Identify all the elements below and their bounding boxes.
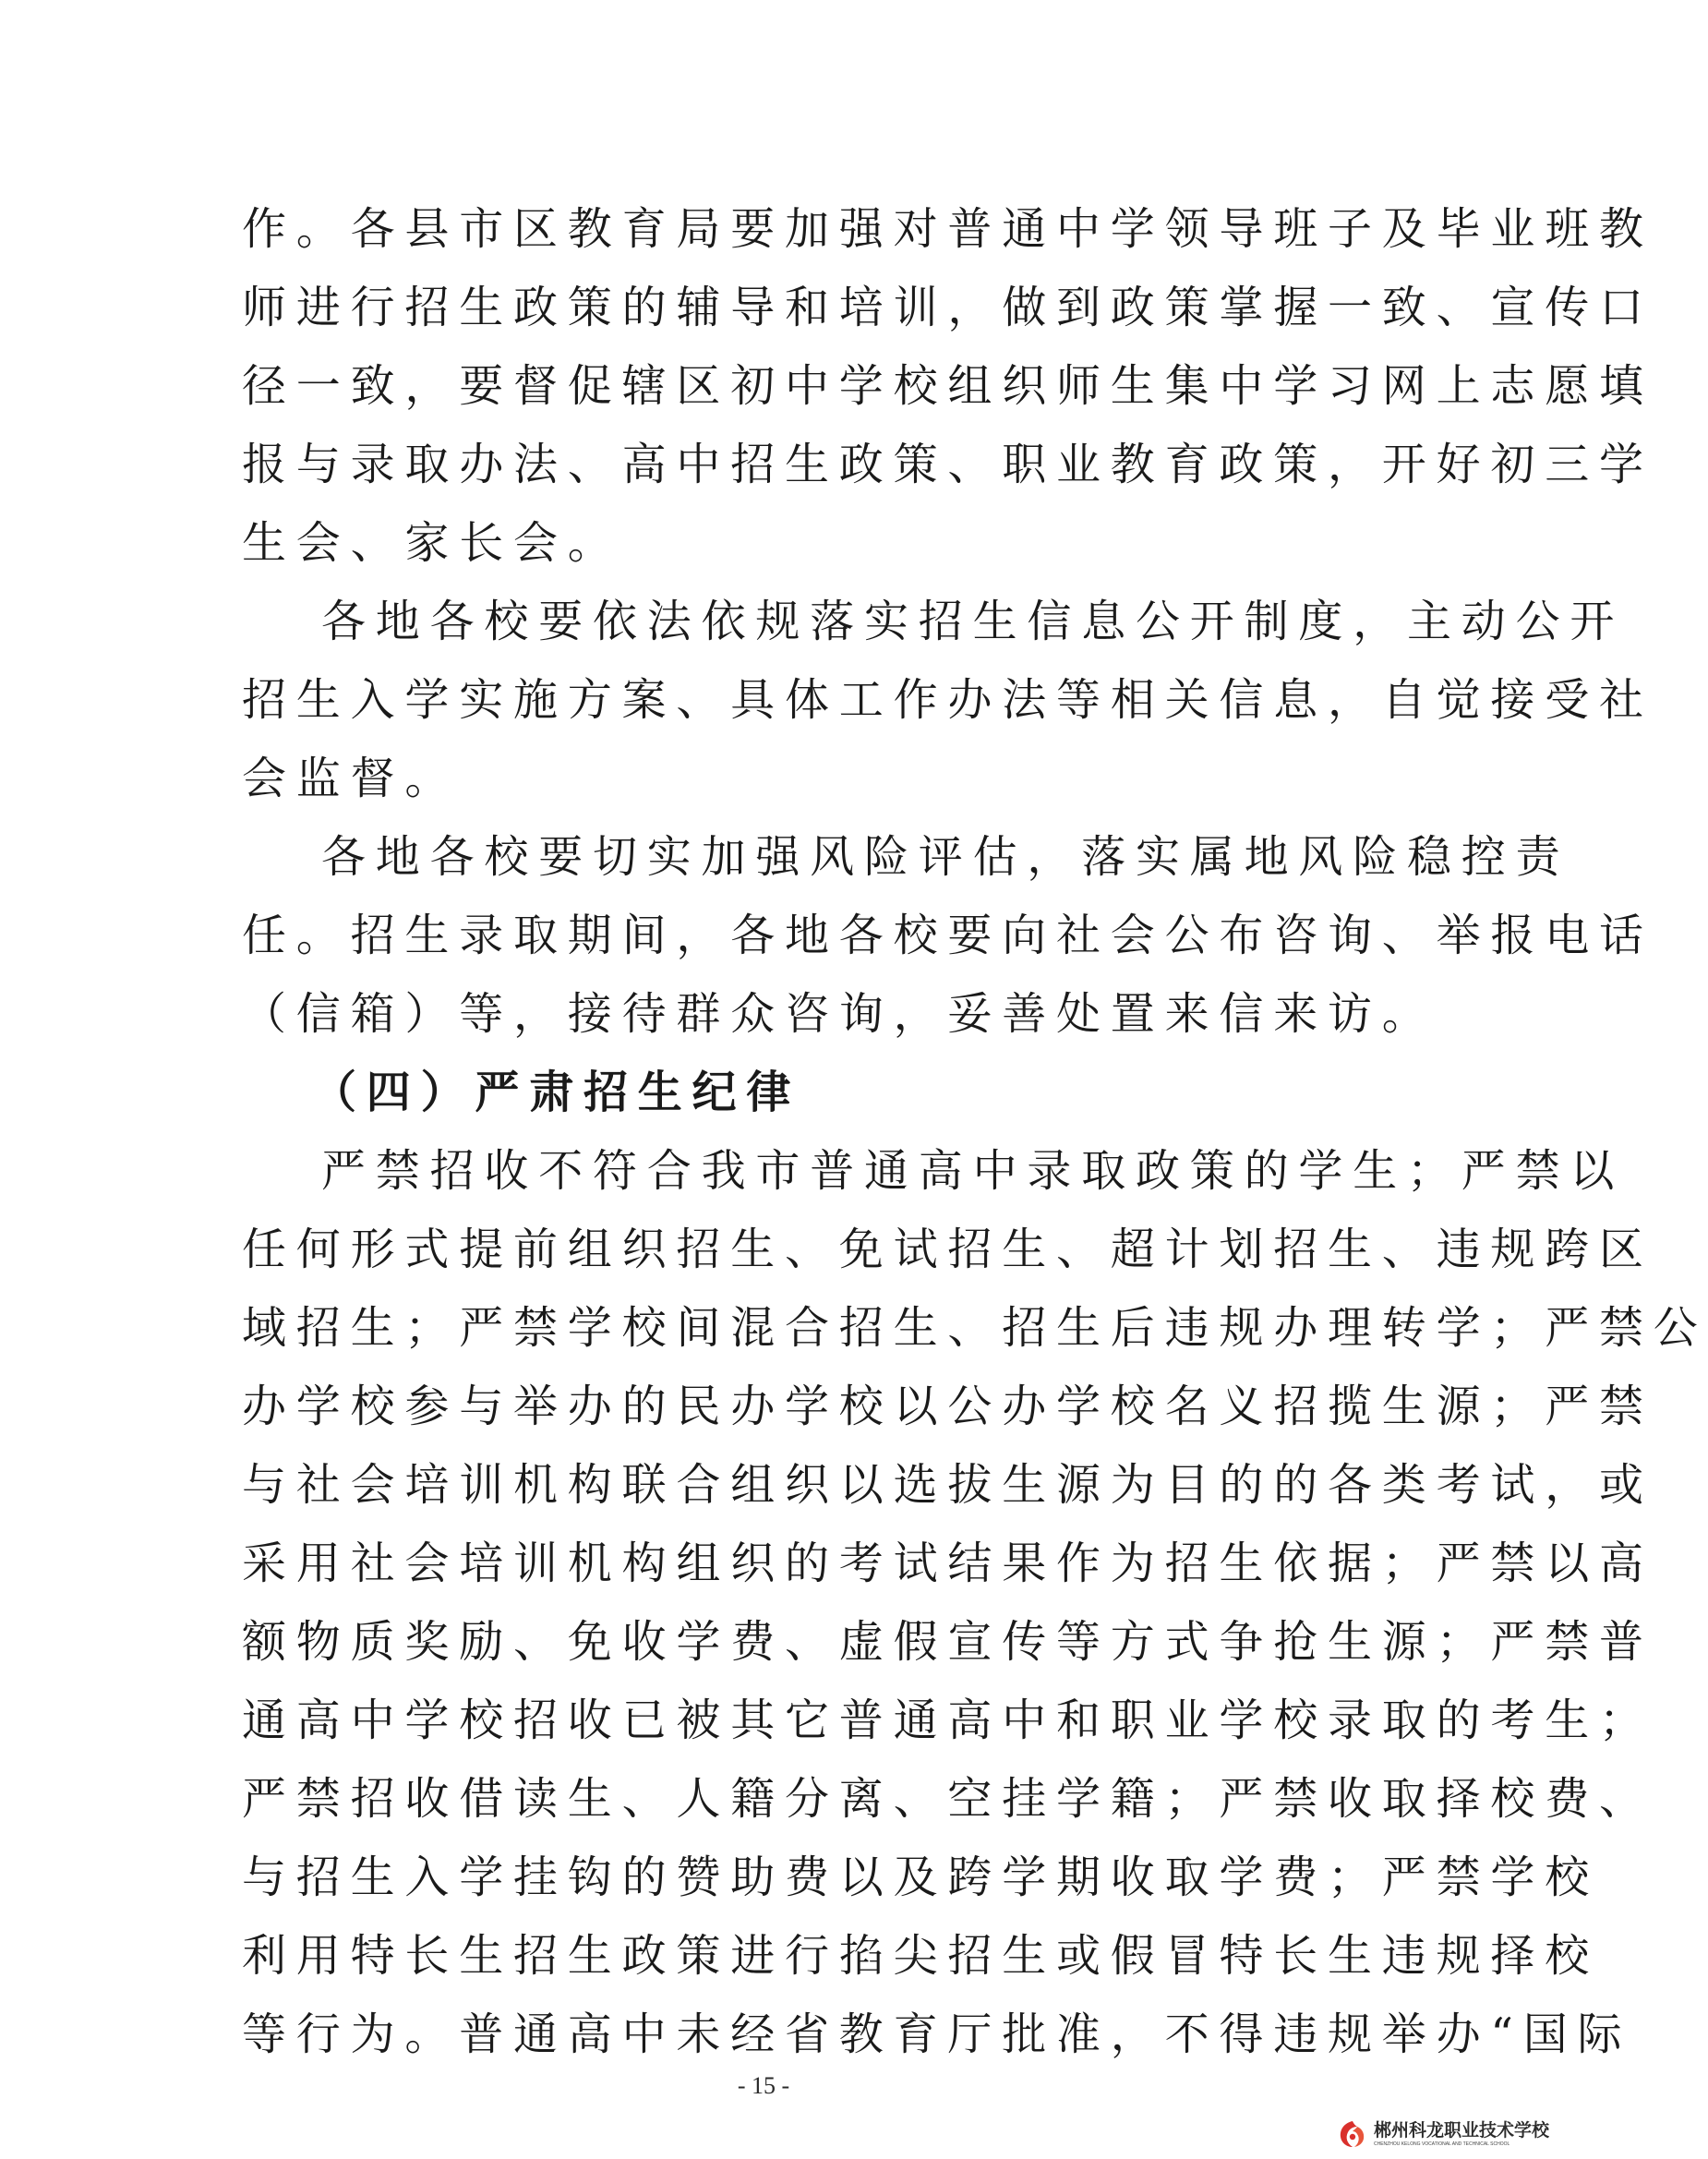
paragraph-1-line-3: 径一致，要督促辖区初中学校组织师生集中学习网上志愿填 — [242, 360, 1654, 412]
paragraph-4-line-8: 通高中学校招收已被其它普通高中和职业学校录取的考生； — [242, 1695, 1654, 1746]
paragraph-4-line-5: 与社会培训机构联合组织以选拔生源为目的的各类考试，或 — [242, 1459, 1654, 1511]
school-watermark — [1337, 2113, 1550, 2155]
paragraph-3-line-3: （信箱）等，接待群众咨询，妥善处置来信来访。 — [242, 988, 1437, 1040]
paragraph-4-line-9: 严禁招收借读生、人籍分离、空挂学籍；严禁收取择校费、 — [242, 1773, 1654, 1825]
watermark-school-name: 郴州科龙职业技术学校 — [1374, 2120, 1550, 2141]
paragraph-4-line-1: 严禁招收不符合我市普通高中录取政策的学生；严禁以 — [321, 1145, 1625, 1197]
section-heading: （四）严肃招生纪律 — [312, 1067, 801, 1118]
paragraph-4-line-2: 任何形式提前组织招生、免试招生、超计划招生、违规跨区 — [242, 1224, 1654, 1275]
page-number: - 15 - — [737, 2072, 790, 2099]
paragraph-4-line-3: 域招生；严禁学校间混合招生、招生后违规办理转学；严禁公 — [242, 1302, 1708, 1354]
paragraph-4-line-10: 与招生入学挂钩的赞助费以及跨学期收取学费；严禁学校 — [242, 1851, 1600, 1903]
paragraph-2-line-3: 会监督。 — [242, 753, 460, 804]
watermark-text — [1374, 2120, 1549, 2148]
paragraph-3-line-2: 任。招生录取期间，各地各校要向社会公布咨询、举报电话 — [242, 910, 1654, 961]
paragraph-1-line-4: 报与录取办法、高中招生政策、职业教育政策，开好初三学 — [242, 439, 1654, 490]
paragraph-3-line-1: 各地各校要切实加强风险评估，落实属地风险稳控责 — [321, 831, 1570, 883]
school-logo-icon — [1337, 2118, 1368, 2150]
paragraph-4-line-7: 额物质奖励、免收学费、虚假宣传等方式争抢生源；严禁普 — [242, 1616, 1654, 1668]
paragraph-4-line-12: 等行为。普通高中未经省教育厅批准，不得违规举办“国际 — [242, 2008, 1632, 2060]
watermark-school-english: CHENZHOU KELONG VOCATIONAL AND TECHNICAL SCHOOL — [1374, 2141, 1510, 2147]
paragraph-4-line-11: 利用特长生招生政策进行掐尖招生或假冒特长生违规择校 — [242, 1930, 1600, 1982]
paragraph-4-line-4: 办学校参与举办的民办学校以公办学校名义招揽生源；严禁 — [242, 1381, 1654, 1432]
paragraph-2-line-1: 各地各校要依法依规落实招生信息公开制度，主动公开 — [321, 596, 1625, 647]
paragraph-4-line-6: 采用社会培训机构组织的考试结果作为招生依据；严禁以高 — [242, 1538, 1654, 1589]
paragraph-2-line-2: 招生入学实施方案、具体工作办法等相关信息，自觉接受社 — [242, 674, 1654, 726]
paragraph-1-line-5: 生会、家长会。 — [242, 517, 622, 569]
paragraph-1-line-1: 作。各县市区教育局要加强对普通中学领导班子及毕业班教 — [242, 203, 1654, 255]
paragraph-1-line-2: 师进行招生政策的辅导和培训，做到政策掌握一致、宣传口 — [242, 282, 1654, 333]
